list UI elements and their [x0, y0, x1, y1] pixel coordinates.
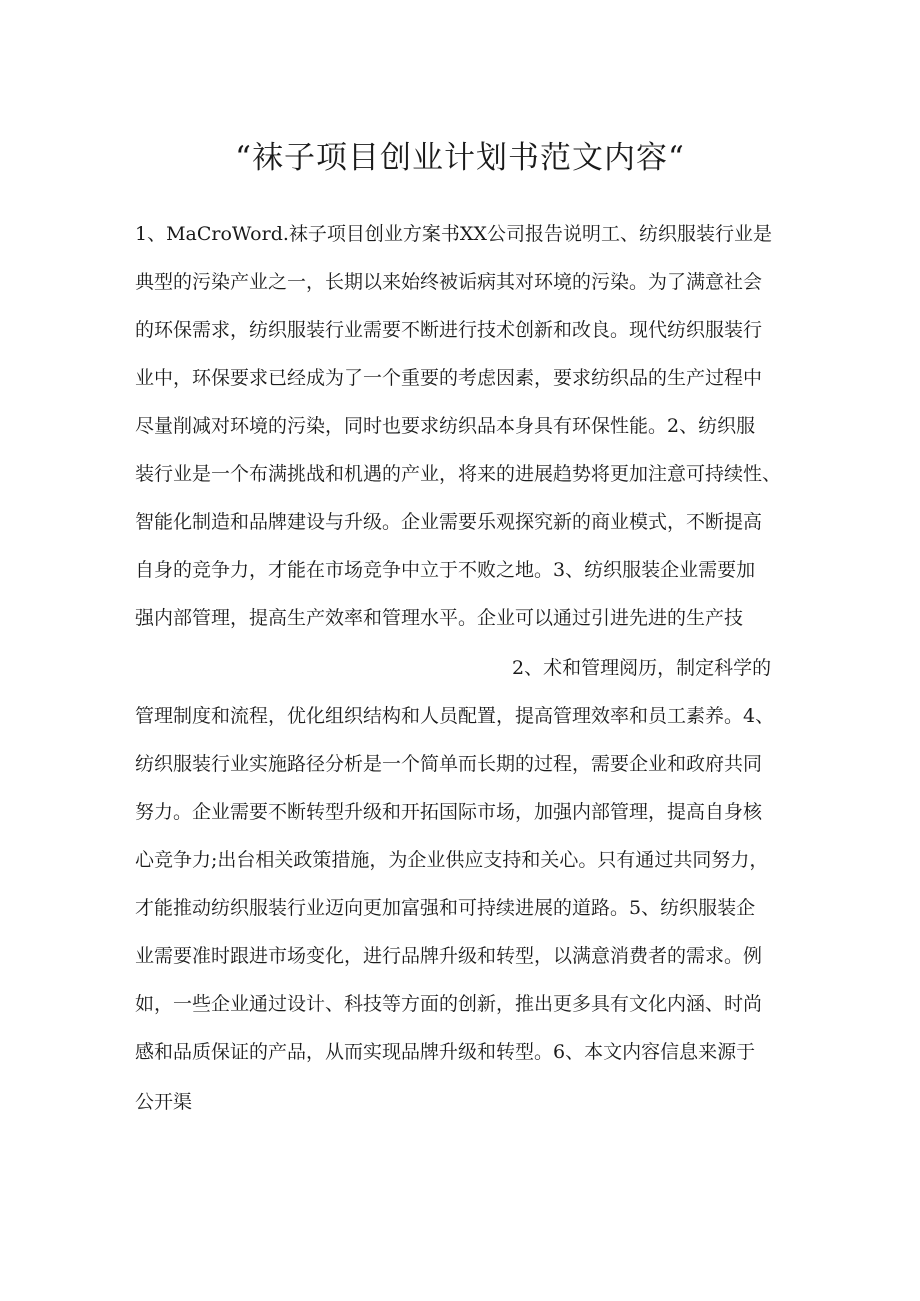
body-text-line: 纺织服装行业实施路径分析是一个简单而长期的过程，需要企业和政府共同: [135, 753, 763, 775]
body-text-line: 装行业是一个布满挑战和机遇的产业，将来的进展趋势将更加注意可持续性、: [135, 463, 782, 485]
body-text-line: 的环保需求，纺织服装行业需要不断进行技术创新和改良。现代纺织服装行: [135, 319, 763, 341]
body-text-line: 业中，环保要求已经成为了一个重要的考虑因素，要求纺织品的生产过程中: [135, 367, 763, 389]
body-text-line: 如，一些企业通过设计、科技等方面的创新，推出更多具有文化内涵、时尚: [135, 993, 763, 1015]
body-text-line: 感和品质保证的产品，从而实现品牌升级和转型。6、本文内容信息来源于: [135, 1041, 756, 1063]
body-text-line: 业需要准时跟进市场变化，进行品牌升级和转型，以满意消费者的需求。例: [135, 945, 763, 967]
page-title: “袜子项目创业计划书范文内容“: [235, 140, 685, 176]
body-text-line: 自身的竞争力，才能在市场竞争中立于不败之地。3、纺织服装企业需要加: [135, 559, 756, 581]
body-text-line: 1、MaCroWord.袜子项目创业方案书XX公司报告说明工、纺织服装行业是: [135, 223, 772, 245]
body-text-line: 管理制度和流程，优化组织结构和人员配置，提高管理效率和员工素养。4、: [135, 705, 775, 727]
body-text-line: 努力。企业需要不断转型升级和开拓国际市场，加强内部管理，提高自身核: [135, 801, 763, 823]
body-text-line: 尽量削减对环境的污染，同时也要求纺织品本身具有环保性能。2、纺织服: [135, 415, 756, 437]
body-text-line: 心竞争力;出台相关政策措施，为企业供应支持和关心。只有通过共同努力，: [135, 849, 769, 871]
body-text-line: 智能化制造和品牌建设与升级。企业需要乐观探究新的商业模式，不断提高: [135, 511, 763, 533]
body-text-line: 2、术和管理阅历，制定科学的: [512, 657, 772, 679]
body-text-line: 才能推动纺织服装行业迈向更加富强和可持续进展的道路。5、纺织服装企: [135, 897, 756, 919]
body-text-line: 典型的污染产业之一，长期以来始终被诟病其对环境的污染。为了满意社会: [135, 271, 763, 293]
body-text-line: 公开渠: [135, 1091, 193, 1113]
body-text-line: 强内部管理，提高生产效率和管理水平。企业可以通过引进先进的生产技: [135, 607, 744, 629]
